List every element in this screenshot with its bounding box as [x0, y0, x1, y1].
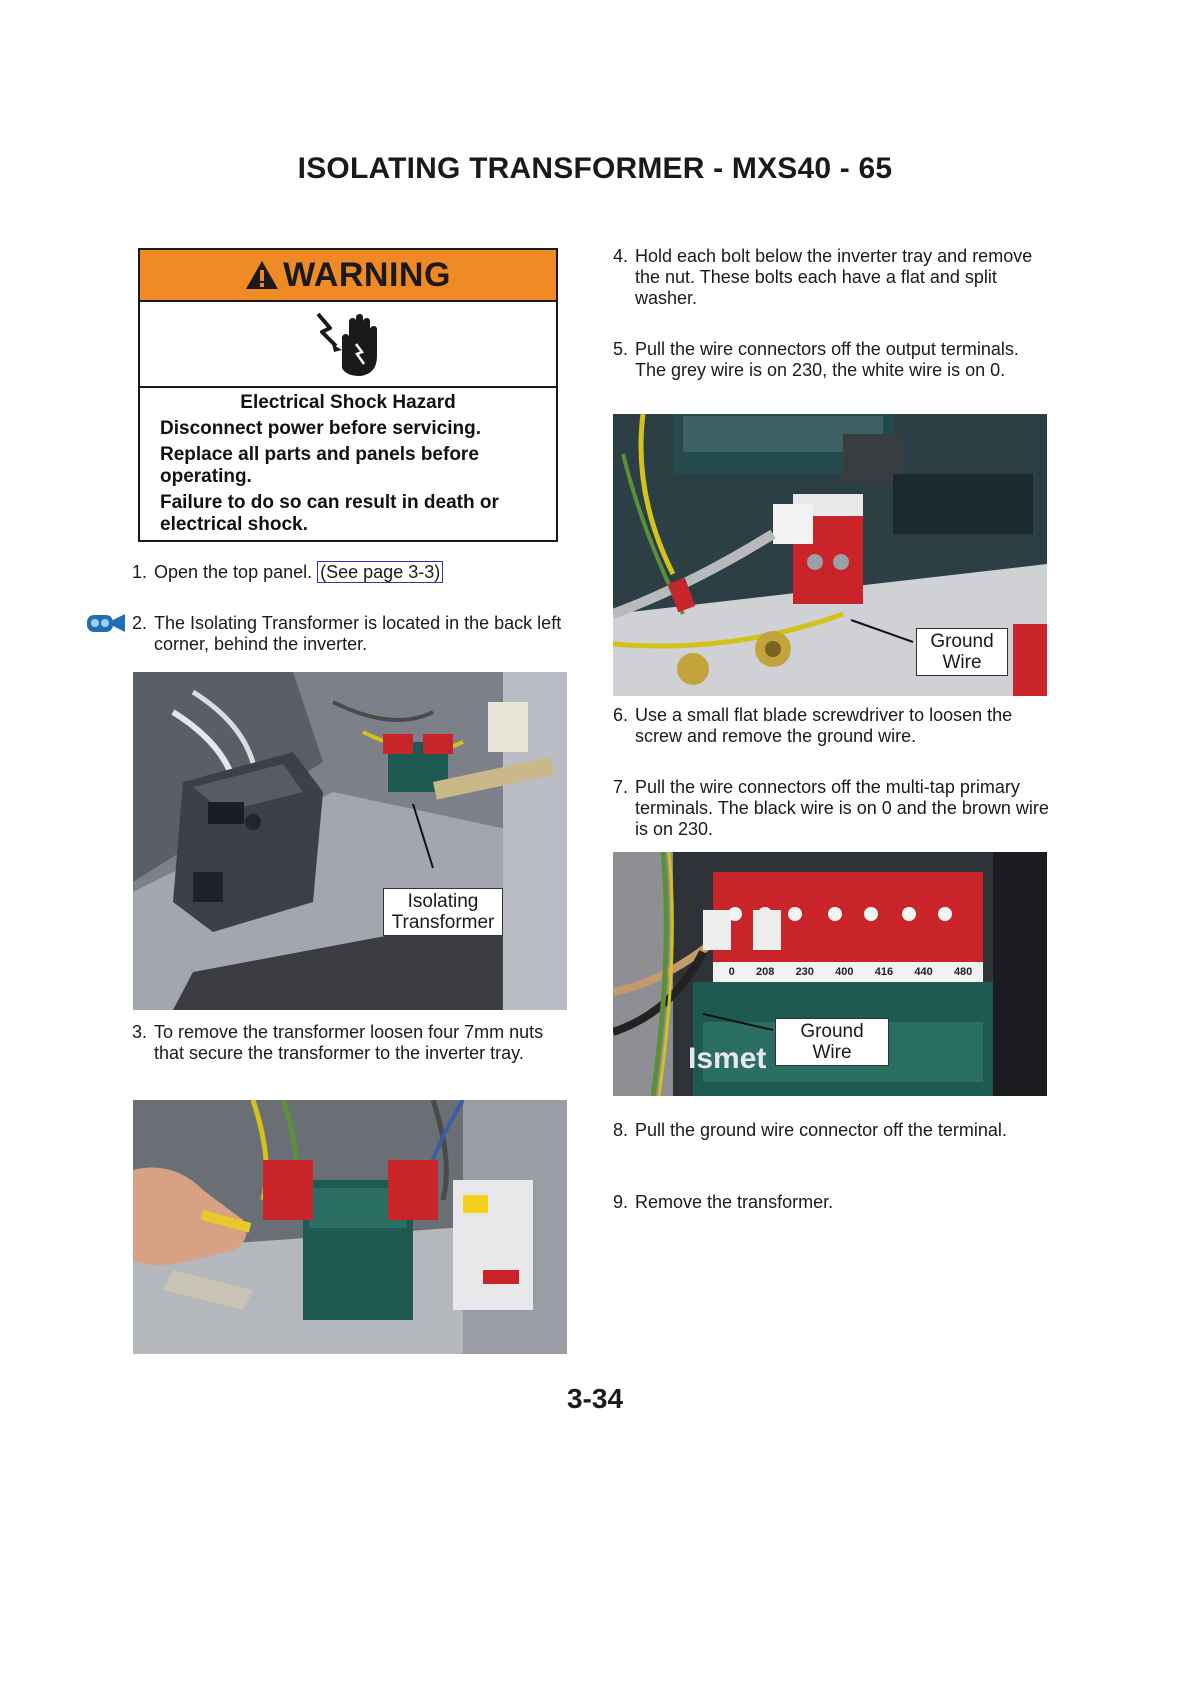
warning-box: [138, 248, 558, 542]
terminal-label-0: 0: [728, 966, 735, 978]
step-number: 3.: [132, 1022, 148, 1042]
callout-isolating-transformer: Isolating Transformer: [383, 888, 503, 936]
step-number: 1.: [132, 562, 148, 582]
photo-transformer-location: [133, 672, 567, 1010]
step-4: [613, 246, 1053, 309]
step-3: [132, 1022, 572, 1064]
step-7: [613, 777, 1053, 840]
video-camera-icon[interactable]: [86, 612, 126, 634]
step-1: [132, 562, 572, 583]
terminal-label-480: 480: [953, 966, 973, 978]
step-text: Pull the wire connectors off the multi-tap primary terminals. The black wire is on 0 and the brown wire is on 230.: [635, 777, 1049, 839]
step-number: 9.: [613, 1192, 629, 1212]
step-number: 6.: [613, 705, 629, 725]
warning-line-2: Replace all parts and panels before operating.: [160, 444, 479, 487]
warning-label: WARNING: [283, 255, 451, 294]
terminal-label-400: 400: [835, 966, 854, 978]
warning-header: [140, 250, 556, 302]
step-2: [132, 613, 572, 655]
page-number: 3-34: [566, 1383, 624, 1414]
callout-ground-wire-output: Ground Wire: [916, 628, 1008, 676]
step-text: Pull the ground wire connector off the terminal.: [635, 1120, 1007, 1140]
step-5: [613, 339, 1053, 381]
photo-primary-terminals: [613, 852, 1047, 1096]
terminal-label-440: 440: [914, 966, 933, 978]
warning-line-3: Failure to do so can result in death or electrical shock.: [160, 492, 499, 535]
warning-triangle-icon: [245, 260, 279, 290]
ismet-brand-logo: Ismet: [688, 1042, 767, 1075]
step-text: Open the top panel.: [154, 562, 313, 582]
electric-shock-hand-icon: [308, 308, 388, 380]
step-8: [613, 1120, 1053, 1141]
step-number: 4.: [613, 246, 629, 266]
step-text: To remove the transformer loosen four 7mm nuts that secure the transformer to the inverter tray.: [154, 1022, 544, 1063]
step-text: The Isolating Transformer is located in the back left corner, behind the inverter.: [154, 613, 562, 654]
terminal-label-230: 230: [795, 966, 814, 978]
step-number: 8.: [613, 1120, 629, 1140]
photo-output-terminals: [613, 414, 1047, 696]
page-title: ISOLATING TRANSFORMER - MXS40 - 65: [297, 152, 893, 185]
see-page-link[interactable]: (See page 3-3): [317, 561, 443, 583]
step-number: 7.: [613, 777, 629, 797]
terminal-label-416: 416: [874, 966, 894, 978]
step-9: [613, 1192, 1053, 1213]
terminal-label-208: 208: [755, 966, 775, 978]
warning-pictogram: [140, 302, 556, 388]
warning-hazard-title: Electrical Shock Hazard: [240, 392, 456, 413]
photo-transformer-nuts: [133, 1100, 567, 1354]
step-number: 5.: [613, 339, 629, 359]
step-text: Pull the wire connectors off the output terminals. The grey wire is on 230, the white wire is on 0.: [635, 339, 1019, 380]
step-6: [613, 705, 1053, 747]
warning-line-1: Disconnect power before servicing.: [160, 418, 481, 439]
callout-ground-wire-primary: Ground Wire: [775, 1018, 889, 1066]
step-text: Hold each bolt below the inverter tray and remove the nut. These bolts each have a flat and split washer.: [635, 246, 1033, 308]
step-text: Use a small flat blade screwdriver to loosen the screw and remove the ground wire.: [635, 705, 1013, 746]
step-text: Remove the transformer.: [635, 1192, 834, 1212]
terminal-labels: [718, 962, 983, 982]
step-number: 2.: [132, 613, 148, 633]
